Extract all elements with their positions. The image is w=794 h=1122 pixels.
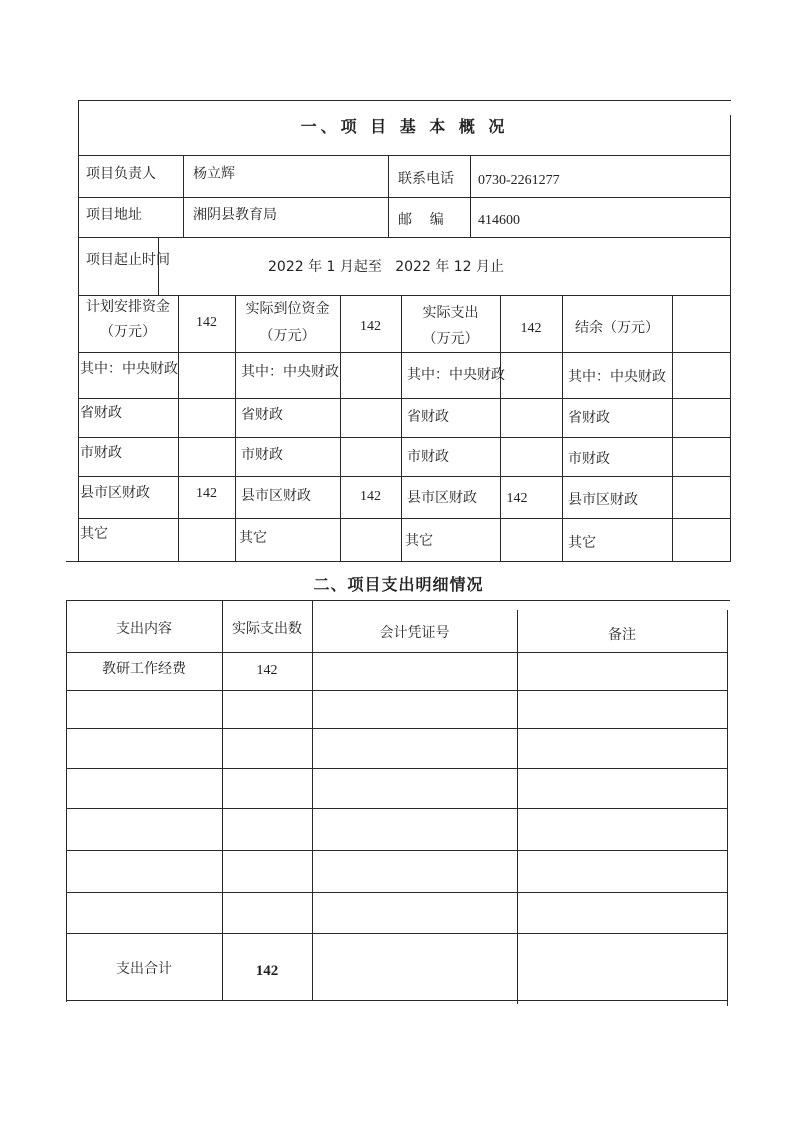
county-label-4: 县市区财政 bbox=[568, 492, 638, 508]
section2-title: 二、项目支出明细情况 bbox=[313, 575, 484, 594]
header-content: 支出内容 bbox=[116, 621, 172, 637]
received-value: 142 bbox=[360, 319, 381, 334]
header-amount: 实际支出数 bbox=[232, 621, 302, 637]
balance-label: 结余（万元） bbox=[575, 320, 659, 336]
province-label-1: 省财政 bbox=[80, 405, 122, 421]
county-label-3: 县市区财政 bbox=[407, 490, 477, 506]
province-label-2: 省财政 bbox=[241, 407, 283, 423]
spent-label-2: （万元） bbox=[422, 331, 479, 347]
postcode-label: 邮 编 bbox=[398, 212, 444, 228]
other-label-2: 其它 bbox=[239, 530, 267, 546]
province-label-4: 省财政 bbox=[568, 410, 610, 426]
phone-label: 联系电话 bbox=[398, 171, 454, 187]
received-label-2: （万元） bbox=[259, 328, 316, 344]
received-label-1: 实际到位资金 bbox=[245, 301, 330, 317]
total-value: 142 bbox=[255, 963, 279, 979]
central-label-1: 其中：中央财政 bbox=[80, 361, 178, 377]
header-voucher: 会计凭证号 bbox=[379, 625, 450, 641]
city-label-4: 市财政 bbox=[568, 451, 610, 467]
city-label-2: 市财政 bbox=[241, 447, 283, 463]
county-label-2: 县市区财政 bbox=[241, 488, 311, 504]
address-value: 湘阴县教育局 bbox=[193, 207, 277, 223]
central-label-2: 其中：中央财政 bbox=[241, 364, 339, 380]
other-label-1: 其它 bbox=[80, 526, 108, 542]
county-value-3: 142 bbox=[506, 491, 528, 506]
central-label-3: 其中：中央财政 bbox=[407, 367, 505, 383]
other-label-4: 其它 bbox=[568, 535, 596, 551]
section1-title: 一、项 目 基 本 概 况 bbox=[300, 117, 509, 136]
county-label-1: 县市区财政 bbox=[80, 485, 150, 501]
row-amount: 142 bbox=[256, 663, 278, 678]
leader-label: 项目负责人 bbox=[86, 166, 156, 182]
county-value-1: 142 bbox=[196, 486, 217, 501]
leader-value: 杨立辉 bbox=[193, 166, 235, 182]
total-label: 支出合计 bbox=[116, 961, 172, 977]
county-value-2: 142 bbox=[360, 489, 381, 504]
row-content: 教研工作经费 bbox=[102, 661, 186, 677]
period-value: 2022 年 1 月起至 2022 年 12 月止 bbox=[268, 259, 505, 275]
phone-value: 0730-2261277 bbox=[478, 173, 560, 188]
address-label: 项目地址 bbox=[86, 207, 142, 223]
postcode-value: 414600 bbox=[478, 213, 520, 228]
city-label-1: 市财政 bbox=[80, 445, 122, 461]
spent-label-1: 实际支出 bbox=[422, 305, 479, 321]
city-label-3: 市财政 bbox=[407, 449, 449, 465]
planned-value: 142 bbox=[196, 315, 217, 330]
header-note: 备注 bbox=[608, 627, 636, 643]
central-label-4: 其中：中央财政 bbox=[568, 369, 666, 385]
spent-value: 142 bbox=[520, 321, 542, 336]
province-label-3: 省财政 bbox=[407, 409, 449, 425]
other-label-3: 其它 bbox=[405, 533, 433, 549]
planned-label-1: 计划安排资金 bbox=[86, 299, 170, 315]
planned-label-2: （万元） bbox=[100, 324, 156, 340]
period-label: 项目起止时间 bbox=[86, 252, 170, 268]
